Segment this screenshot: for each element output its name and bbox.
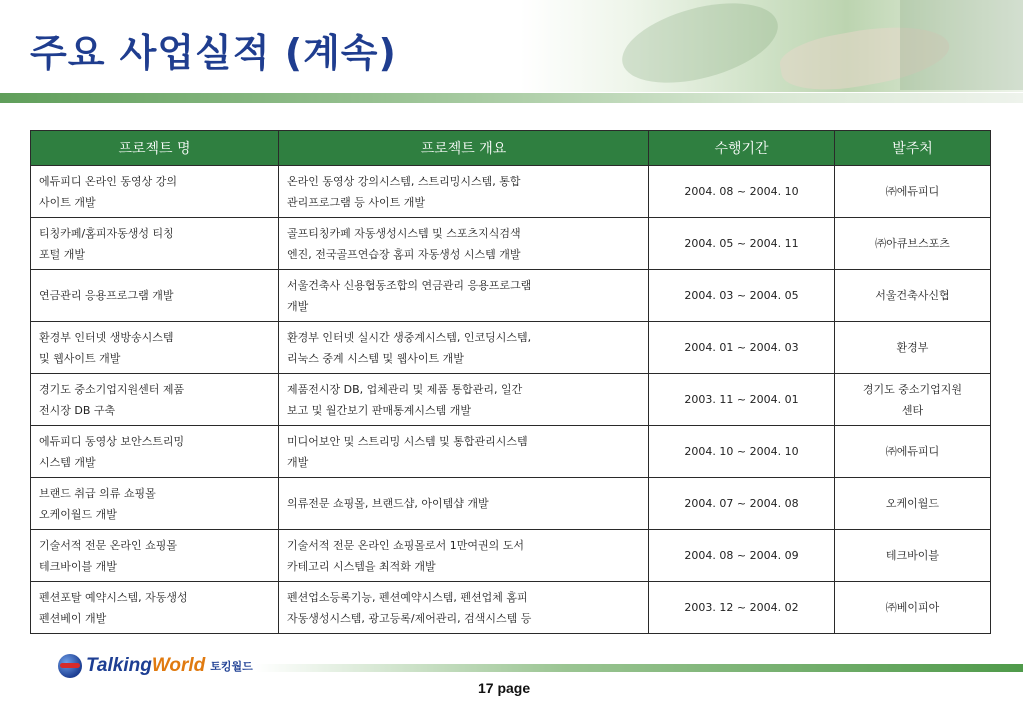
cell-line: 티칭카페/홈피자동생성 티칭 [39, 226, 174, 240]
cell-line: 개발 [287, 455, 309, 469]
table-row [31, 478, 991, 530]
cell-line: 에듀피디 동영상 보안스트리밍 [39, 434, 185, 448]
page-number: 17 page [478, 680, 531, 696]
header-client: 발주처 [835, 131, 991, 166]
cell-project-summary [279, 374, 649, 426]
cell-client [835, 530, 991, 582]
page-title: 주요 사업실적 (계속) [30, 31, 397, 75]
cell-client [835, 478, 991, 530]
cell-line: 테크바이블 [885, 549, 940, 562]
cell-line: 엔진, 전국골프연습장 홈피 자동생성 시스템 개발 [287, 247, 521, 261]
cell-line: 펜션업소등록기능, 펜션예약시스템, 펜션업체 홈피 [287, 590, 528, 604]
cell-period: 2004. 07 ~ 2004. 08 [649, 478, 835, 530]
cell-project-name [31, 218, 279, 270]
cell-line: 환경부 인터넷 실시간 생중계시스템, 인코딩시스템, [287, 330, 532, 344]
cell-line: 전시장 DB 구축 [39, 403, 116, 417]
cell-line: 브랜드 취급 의류 쇼핑몰 [39, 486, 156, 500]
cell-line: 기술서적 전문 온라인 쇼핑몰 [39, 538, 178, 552]
cell-line: 사이트 개발 [39, 195, 96, 209]
cell-project-name [31, 374, 279, 426]
logo-text-world: World [151, 655, 206, 676]
cell-line: 리눅스 중계 시스템 및 웹사이트 개발 [287, 351, 464, 365]
cell-line: 카테고리 시스템을 최적화 개발 [287, 559, 436, 573]
cell-project-summary [279, 530, 649, 582]
cell-client [835, 582, 991, 634]
table-row [31, 530, 991, 582]
cell-line: 센타 [901, 403, 924, 417]
cell-period: 2004. 01 ~ 2004. 03 [649, 322, 835, 374]
cell-project-name [31, 270, 279, 322]
cell-line: 펜션포탈 예약시스템, 자동생성 [39, 590, 188, 604]
cell-client [835, 218, 991, 270]
table-row [31, 374, 991, 426]
table-row [31, 218, 991, 270]
header-project-summary: 프로젝트 개요 [279, 131, 649, 166]
cell-line: 경기도 중소기업지원센터 제품 [39, 382, 185, 396]
cell-project-summary [279, 322, 649, 374]
cell-client [835, 270, 991, 322]
cell-line: 펜션베이 개발 [39, 611, 107, 625]
cell-line: 및 웹사이트 개발 [39, 351, 121, 365]
cell-period: 2004. 08 ~ 2004. 10 [649, 166, 835, 218]
projects-table [30, 130, 991, 634]
cell-line: 보고 및 월간보기 판매통계시스템 개발 [287, 403, 472, 417]
slide-header [0, 0, 1023, 104]
cell-period: 2004. 08 ~ 2004. 09 [649, 530, 835, 582]
cell-project-summary [279, 218, 649, 270]
cell-project-summary [279, 426, 649, 478]
cell-project-name [31, 322, 279, 374]
cell-line: ㈜아큐브스포츠 [875, 237, 950, 250]
header-period: 수행기간 [649, 131, 835, 166]
cell-line: 골프티칭카페 자동생성시스템 및 스포츠지식검색 [287, 226, 521, 240]
cell-line: ㈜에듀피디 [885, 445, 940, 458]
projects-table-container [30, 130, 990, 634]
cell-project-name [31, 530, 279, 582]
cell-line: 의류전문 쇼핑몰, 브랜드샵, 아이템샵 개발 [287, 497, 489, 510]
cell-client [835, 374, 991, 426]
photo-decoration [900, 0, 1023, 90]
cell-line: 환경부 [896, 341, 929, 354]
logo-text-talking: Talking [86, 655, 152, 676]
cell-line: 연금관리 응용프로그램 개발 [39, 289, 174, 302]
table-row [31, 582, 991, 634]
cell-line: 오케이월드 개발 [39, 507, 117, 521]
cell-line: 미디어보안 및 스트리밍 시스템 및 통합관리시스템 [287, 434, 528, 448]
cell-project-name [31, 582, 279, 634]
cell-project-name [31, 478, 279, 530]
table-row [31, 322, 991, 374]
cell-line: 포털 개발 [39, 247, 86, 261]
cell-project-summary [279, 582, 649, 634]
company-logo [58, 654, 253, 678]
cell-line: ㈜에듀피디 [885, 185, 940, 198]
cell-line: 서울건축사신협 [875, 289, 950, 302]
cell-period: 2003. 11 ~ 2004. 01 [649, 374, 835, 426]
header-divider [0, 93, 1023, 103]
cell-line: 개발 [287, 299, 309, 313]
table-row [31, 166, 991, 218]
cell-line: 에듀피디 온라인 동영상 강의 [39, 174, 178, 188]
cell-period: 2003. 12 ~ 2004. 02 [649, 582, 835, 634]
header-project-name: 프로젝트 명 [31, 131, 279, 166]
cell-project-name [31, 426, 279, 478]
cell-line: 제품전시장 DB, 업체관리 및 제품 통합관리, 일간 [287, 382, 523, 396]
logo-text-korean: 토킹월드 [210, 660, 253, 673]
cell-project-summary [279, 166, 649, 218]
cell-period: 2004. 05 ~ 2004. 11 [649, 218, 835, 270]
cell-project-summary [279, 270, 649, 322]
cell-line: 자동생성시스템, 광고등록/제어관리, 검색시스템 등 [287, 611, 532, 625]
cell-line: ㈜베이피아 [885, 601, 940, 614]
cell-line: 온라인 동영상 강의시스템, 스트리밍시스템, 통합 [287, 174, 521, 188]
table-row [31, 426, 991, 478]
cell-project-summary [279, 478, 649, 530]
cell-period: 2004. 10 ~ 2004. 10 [649, 426, 835, 478]
cell-line: 오케이월드 [885, 497, 940, 510]
cell-period: 2004. 03 ~ 2004. 05 [649, 270, 835, 322]
cell-project-name [31, 166, 279, 218]
cell-line: 테크바이블 개발 [39, 559, 117, 573]
cell-line: 경기도 중소기업지원 [862, 382, 963, 396]
cell-line: 환경부 인터넷 생방송시스템 [39, 330, 174, 344]
cell-line: 시스템 개발 [39, 455, 96, 469]
globe-icon [58, 654, 82, 678]
cell-client [835, 426, 991, 478]
cell-client [835, 322, 991, 374]
table-row [31, 270, 991, 322]
cell-line: 서울건축사 신용협동조합의 연금관리 응용프로그램 [287, 278, 532, 292]
cell-line: 관리프로그램 등 사이트 개발 [287, 195, 426, 209]
cell-line: 기술서적 전문 온라인 쇼핑몰로서 1만여권의 도서 [287, 538, 524, 552]
table-header-row [31, 131, 991, 166]
cell-client [835, 166, 991, 218]
